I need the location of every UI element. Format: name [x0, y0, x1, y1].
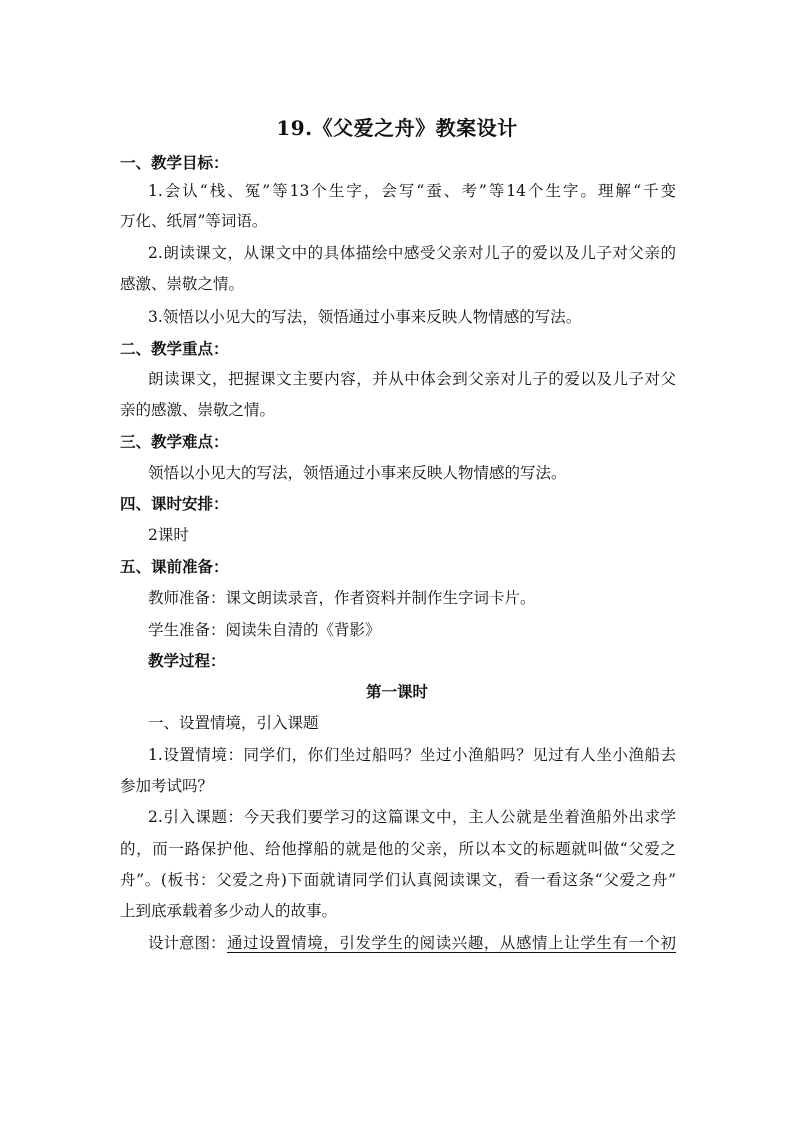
paragraph-line: 朗读课文，把握课文主要内容，并从中体会到父亲对儿子的爱以及儿子对父: [148, 370, 676, 388]
paragraph-line: 万化、纸屑”等词语。: [120, 212, 268, 230]
paragraph-line: 参加考试吗？: [120, 777, 214, 795]
design-intent-label: 设计意图：: [148, 934, 226, 952]
paragraph-line: 学生准备：阅读朱自清的《背影》: [148, 621, 381, 639]
paragraph-line: 上到底承载着多少动人的故事。: [120, 902, 338, 920]
lesson-heading: 第一课时: [365, 682, 428, 701]
paragraph-line: 2课时: [148, 526, 189, 544]
section-heading-objectives: 一、教学目标：: [120, 153, 229, 172]
paragraph-line: 3.领悟以小见大的写法，领悟通过小事来反映人物情感的写法。: [148, 308, 582, 326]
paragraph-line: 一、设置情境，引入课题: [148, 714, 319, 732]
design-intent-text: 通过设置情境，引发学生的阅读兴趣，从感情上让学生有一个初: [227, 934, 676, 952]
paragraph-line: 教师准备：课文朗读录音，作者资料并制作生字词卡片。: [148, 589, 536, 607]
section-heading-process: 教学过程：: [148, 651, 226, 670]
document-title: 19.《父爱之舟》教案设计: [276, 116, 518, 140]
paragraph-line: 2.朗读课文，从课文中的具体描绘中感受父亲对儿子的爱以及儿子对父亲的: [148, 244, 676, 262]
paragraph-line: 的，而一路保护他、给他撑船的就是他的父亲，所以本文的标题就叫做“父爱之: [120, 840, 676, 858]
paragraph-line: 1.会认“栈、冤”等13个生字，会写“蚕、考”等14个生字。理解“千变: [148, 182, 676, 200]
paragraph-line: 感激、崇敬之情。: [120, 275, 245, 293]
paragraph-line: 1.设置情境：同学们，你们坐过船吗？坐过小渔船吗？见过有人坐小渔船去: [148, 746, 676, 764]
section-heading-difficulties: 三、教学难点：: [120, 432, 229, 451]
paragraph-line: 亲的感激、崇敬之情。: [120, 401, 276, 419]
paragraph-line: 舟”。(板书：父爱之舟)下面就请同学们认真阅读课文，看一看这条“父爱之舟”: [120, 871, 676, 889]
paragraph-line: 领悟以小见大的写法，领悟通过小事来反映人物情感的写法。: [148, 464, 567, 482]
paragraph-line: 2.引入课题：今天我们要学习的这篇课文中，主人公就是坐着渔船外出求学: [148, 808, 676, 826]
section-heading-preparation: 五、课前准备：: [120, 557, 229, 576]
section-heading-key-points: 二、教学重点：: [120, 339, 229, 358]
section-heading-schedule: 四、课时安排：: [120, 494, 229, 513]
